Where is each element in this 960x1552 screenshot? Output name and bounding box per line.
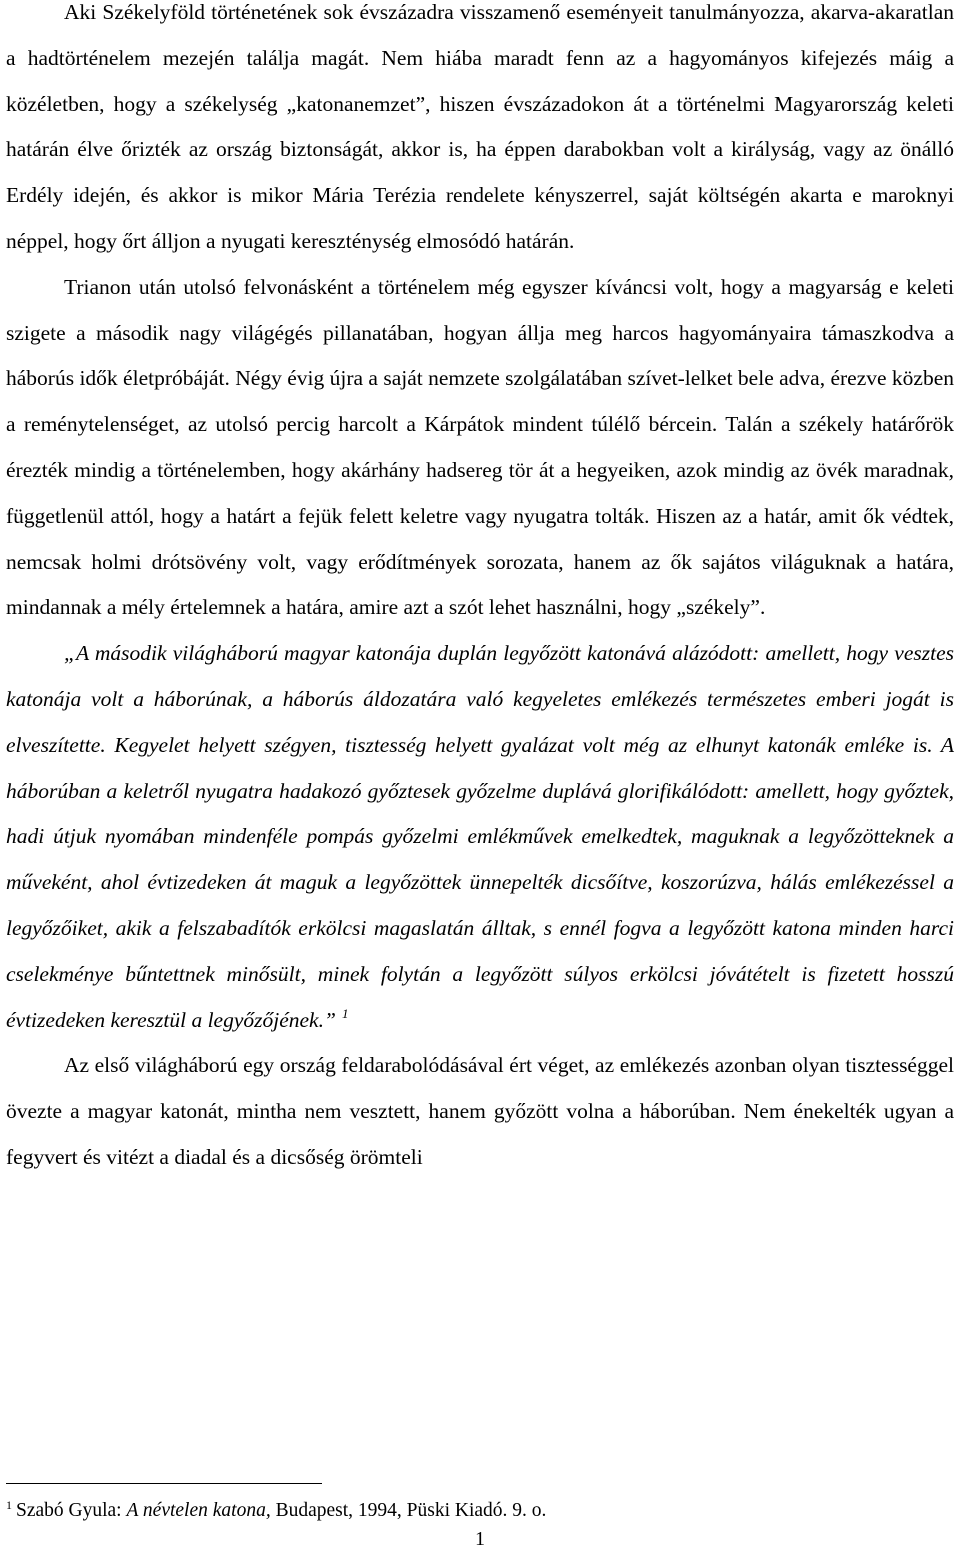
page-number: 1 <box>475 1528 485 1550</box>
footnote-separator <box>6 1483 322 1484</box>
document-page <box>6 0 954 1181</box>
paragraph-first-world-war: Az első világháború egy ország feldarabolódásával ért véget, az emlékezés azonban olyan tisztességgel övezte a magyar katonát, mintha nem vesztett, hanem győzött volna a háborúban. Nem énekelték ugyan a fegyvert és vitézt a diadal és a dicsőség örömteli <box>6 1053 954 1169</box>
paragraph-trianon: Trianon után utolsó felvonásként a történelem még egyszer kíváncsi volt, hogy a magyarság e keleti szigete a második nagy világégés pillanatában, hogyan állja meg harcos hagyományaira támaszkodva a háborús idők életpróbáját. Négy évig újra a saját nemzete szolgálatában szívet-lelket bele adva, érezve közben a reménytelenséget, az utolsó percig harcolt a Kárpátok mindent túlélő bércein. Talán a székely határőrök érezték mindig a történelemben, hogy akárhány hadsereg tör át a hegyeiken, azok mindig az övék maradnak, függetlenül attól, hogy a határt a fejük felett keletre vagy nyugatra tolták. Hiszen az a határ, amit ők védtek, nemcsak holmi drótsövény volt, vagy erődítmények sorozata, hanem az ők sajátos világuknak a határa, mindannak a mély értelemnek a határa, amire azt a szót lehet használni, hogy „székely”. <box>6 274 954 620</box>
footnote-reference[interactable]: 1 <box>341 1006 349 1022</box>
quote-text: „A második világháború magyar katonája duplán legyőzött katonává alázódott: amellett, hogy vesztes katonája volt a háborúnak, a háborús áldozatára való kegyeletes emlékezés természetes emberi jogát is elveszítette. Kegyelet helyett szégyen, tisztesség helyett gyalázat volt még az elhunyt katonák emléke is. A háborúban a keletről nyugatra hadakozó győztesek győzelme duplává glorifikálódott: amellett, hogy győztek, hadi útjuk nyomában mindenféle pompás győzelmi emlékművek emelkedtek, maguknak a legyőzötteknek a műveként, ahol évtizedeken át maguk a legyőzöttek ünnepelték dicsőítve, koszorúzva, hálás emlékezéssel a legyőzőiket, akik a felszabadítók erkölcsi magaslatán álltak, s ennél fogva a legyőzött katona minden harci cselekménye bűntettnek minősült, minek folytán a legyőzött súlyos erkölcsi jóvátételt is fizetett hosszú évtizedeken keresztül a legyőzőjének.” <box>6 641 954 1032</box>
footnote-author: Szabó Gyula: <box>16 1500 127 1521</box>
footnote <box>6 1497 946 1525</box>
paragraph-intro: Aki Székelyföld történetének sok évszázadra visszamenő eseményeit tanulmányozza, akarva-akaratlan a hadtörténelem mezején találja magát. Nem hiába maradt fenn az a hagyományos kifejezés máig a közéletben, hogy a székelység „katonanemzet”, hiszen évszázadokon át a történelmi Magyarország keleti határán élve őrizték az ország biztonságát, akkor is, ha éppen darabokban volt a királyság, vagy az önálló Erdély idején, és akkor is mikor Mária Terézia rendelete kényszerrel, saját költségén akarta e maroknyi néppel, hogy őrt álljon a nyugati kereszténység elmosódó határán. <box>6 0 954 253</box>
footnote-title: A névtelen katona, <box>126 1500 271 1521</box>
block-quote <box>6 631 954 1043</box>
footnote-publication: Budapest, 1994, Püski Kiadó. 9. o. <box>270 1500 547 1521</box>
footnote-number: 1 <box>6 1497 12 1512</box>
